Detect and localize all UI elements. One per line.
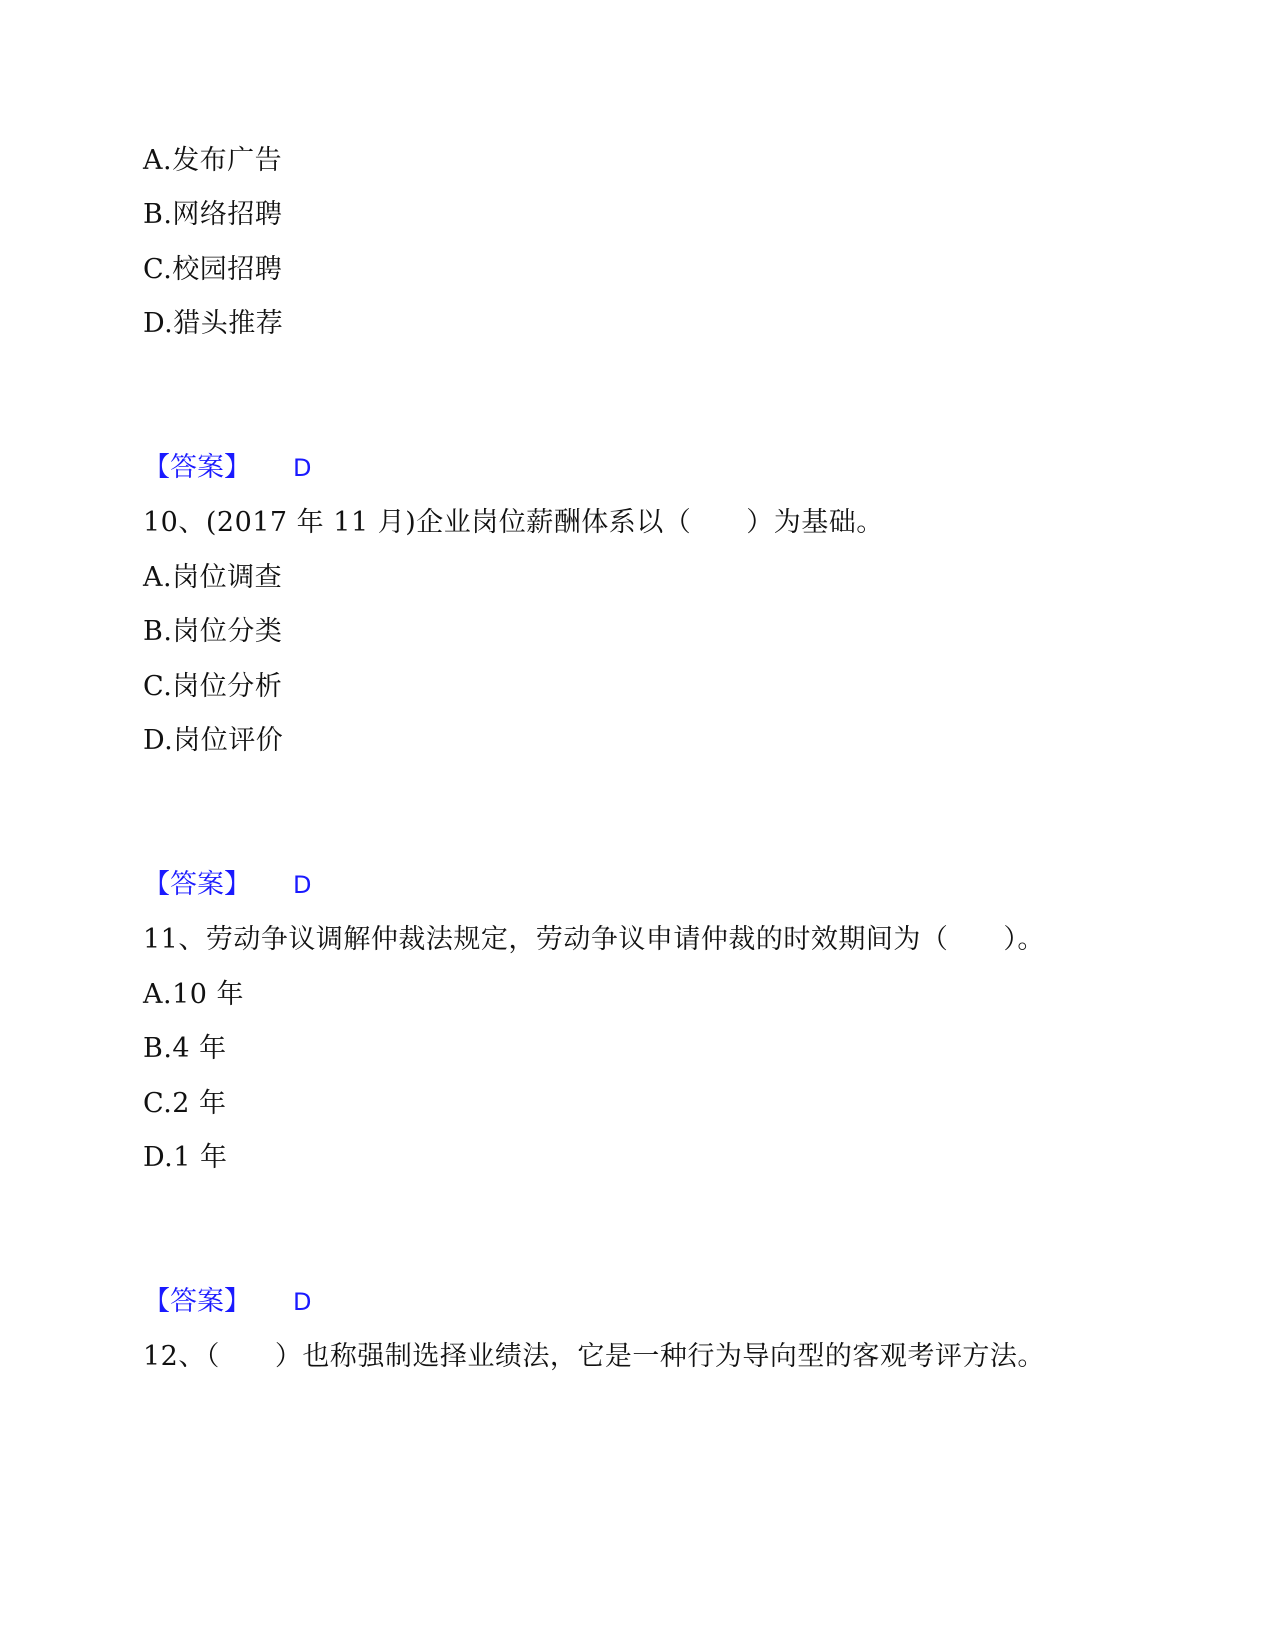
q12-stem: 12、（ ）也称强制选择业绩法，它是一种行为导向型的客观考评方法。 (143, 1341, 1045, 1372)
q11-option-d: D.1 年 (143, 1142, 228, 1173)
q9-option-c: C.校园招聘 (143, 254, 283, 285)
q9-option-a: A.发布广告 (143, 145, 283, 176)
answer-value: D (293, 454, 312, 482)
q10-stem: 10、(2017 年 11 月)企业岗位薪酬体系以（ ）为基础。 (143, 507, 884, 538)
answer-value: D (293, 871, 312, 899)
q10-answer (143, 867, 311, 903)
q9-answer (143, 450, 311, 486)
q10-option-c: C.岗位分析 (143, 671, 283, 702)
answer-tag: 【答案】 (143, 452, 251, 483)
q9-option-d: D.猎头推荐 (143, 308, 284, 339)
q11-option-c: C.2 年 (143, 1088, 227, 1119)
answer-tag: 【答案】 (143, 869, 251, 900)
q11-option-b: B.4 年 (143, 1033, 227, 1064)
q10-option-a: A.岗位调查 (143, 562, 283, 593)
q11-stem: 11、劳动争议调解仲裁法规定，劳动争议申请仲裁的时效期间为（ ）。 (143, 924, 1045, 955)
q10-option-b: B.岗位分类 (143, 616, 283, 647)
answer-value: D (293, 1288, 312, 1316)
q9-option-b: B.网络招聘 (143, 199, 283, 230)
q11-option-a: A.10 年 (143, 979, 245, 1010)
q10-option-d: D.岗位评价 (143, 725, 284, 756)
q11-answer (143, 1284, 311, 1320)
answer-tag: 【答案】 (143, 1286, 251, 1317)
